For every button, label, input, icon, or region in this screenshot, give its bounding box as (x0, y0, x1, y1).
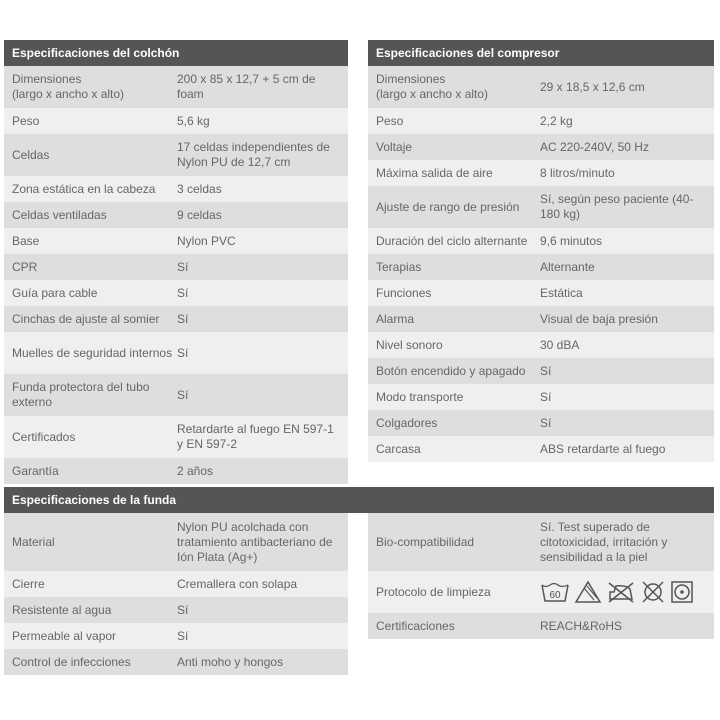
compressor-spec-label: Ajuste de rango de presión (376, 199, 520, 214)
cover-spec-value: Cremallera con solapa (177, 576, 298, 591)
cover-spec-value (540, 580, 714, 604)
mattress-spec-value: 17 celdas independientes de Nylon PU de 12,7 cm (177, 140, 330, 169)
mattress-spec-value: Nylon PVC (177, 233, 236, 248)
cover-spec-table-right (368, 513, 714, 639)
mattress-spec-row (4, 228, 348, 254)
cover-spec-label: Cierre (12, 576, 45, 591)
cover-spec-row (4, 571, 348, 597)
compressor-spec-label: Duración del ciclo alternante (376, 233, 528, 248)
mattress-spec-value: Sí (177, 345, 189, 360)
mattress-spec-value: Sí (177, 311, 189, 326)
cover-spec-value: Sí. Test superado de citotoxicidad, irritación y sensibilidad a la piel (540, 519, 668, 564)
cover-spec-label: Resistente al agua (12, 602, 112, 617)
compressor-spec-value: AC 220-240V, 50 Hz (540, 139, 649, 154)
mattress-spec-row (4, 332, 348, 374)
compressor-spec-value: 9,6 minutos (540, 233, 603, 248)
cover-spec-row (4, 649, 348, 675)
compressor-spec-label: Modo transporte (376, 389, 464, 404)
compressor-spec-label: Terapias (376, 259, 422, 274)
cover-spec-label: Material (12, 534, 55, 549)
mattress-spec-row (4, 254, 348, 280)
compressor-spec-label: Peso (376, 113, 404, 128)
mattress-spec-value: 5,6 kg (177, 113, 210, 128)
cover-spec-value: Sí (177, 602, 189, 617)
compressor-spec-row (368, 186, 714, 228)
compressor-spec-label: Voltaje (376, 139, 413, 154)
compressor-spec-row (368, 254, 714, 280)
cover-spec-row (4, 623, 348, 649)
compressor-spec-value: Sí (540, 389, 552, 404)
svg-text:60: 60 (549, 590, 561, 601)
cover-spec-value: REACH&RoHS (540, 618, 623, 633)
cover-spec-value: Sí (177, 628, 189, 643)
cover-spec-value: Nylon PU acolchada con tratamiento antibacteriano de Ión Plata (Ag+) (177, 519, 333, 564)
compressor-spec-value: ABS retardarte al fuego (540, 441, 666, 456)
compressor-spec-label: Funciones (376, 285, 432, 300)
mattress-spec-label: CPR (12, 259, 38, 274)
mattress-spec-label: Zona estática en la cabeza (12, 181, 156, 196)
mattress-spec-row (4, 458, 348, 484)
compressor-spec-row (368, 332, 714, 358)
mattress-spec-value: Sí (177, 387, 189, 402)
mattress-spec-value: 2 años (177, 463, 214, 478)
mattress-spec-value: Retardarte al fuego EN 597-1 y EN 597-2 (177, 422, 334, 451)
compressor-spec-value: 8 litros/minuto (540, 165, 615, 180)
mattress-spec-row (4, 202, 348, 228)
tumble-dry-icon (670, 580, 694, 604)
no-dry-clean-icon (640, 580, 666, 604)
compressor-spec-value: 30 dBA (540, 337, 580, 352)
compressor-spec-table (368, 40, 714, 462)
wash-60-icon (540, 580, 570, 604)
cover-spec-table-left (4, 513, 348, 675)
cover-spec-label: Bio-compatibilidad (376, 534, 475, 549)
cover-spec-label: Protocolo de limpieza (376, 584, 491, 599)
mattress-spec-label: Dimensiones (largo x ancho x alto) (12, 72, 125, 101)
cover-spec-rows-right (368, 513, 714, 639)
mattress-spec-label: Cinchas de ajuste al somier (12, 311, 160, 326)
mattress-spec-row (4, 108, 348, 134)
compressor-spec-row (368, 436, 714, 462)
compressor-spec-value: Estática (540, 285, 583, 300)
compressor-spec-label: Máxima salida de aire (376, 165, 493, 180)
cover-spec-row (368, 571, 714, 613)
mattress-spec-value: Sí (177, 259, 189, 274)
compressor-spec-value: Alternante (540, 259, 595, 274)
compressor-spec-value: 29 x 18,5 x 12,6 cm (540, 79, 645, 94)
cover-spec-value: Anti moho y hongos (177, 654, 284, 669)
mattress-spec-label: Celdas (12, 147, 50, 162)
compressor-spec-row (368, 306, 714, 332)
compressor-spec-title: Especificaciones del compresor (368, 40, 714, 66)
mattress-spec-value: 9 celdas (177, 207, 222, 222)
cover-spec-label: Certificaciones (376, 618, 455, 633)
mattress-spec-value: 3 celdas (177, 181, 222, 196)
compressor-spec-row (368, 228, 714, 254)
compressor-spec-value: Sí (540, 415, 552, 430)
mattress-spec-row (4, 416, 348, 458)
mattress-spec-row (4, 66, 348, 108)
mattress-spec-row (4, 134, 348, 176)
compressor-spec-label: Colgadores (376, 415, 438, 430)
mattress-spec-row (4, 374, 348, 416)
cover-spec-label: Control de infecciones (12, 654, 131, 669)
mattress-spec-label: Celdas ventiladas (12, 207, 107, 222)
no-iron-icon (606, 580, 636, 604)
compressor-spec-label: Nivel sonoro (376, 337, 443, 352)
compressor-spec-row (368, 134, 714, 160)
compressor-spec-value: Sí (540, 363, 552, 378)
mattress-spec-table (4, 40, 348, 484)
bleach-allowed-icon (574, 580, 602, 604)
compressor-spec-row (368, 384, 714, 410)
mattress-spec-label: Funda protectora del tubo externo (12, 380, 150, 409)
cover-spec-row (368, 513, 714, 571)
mattress-spec-value: Sí (177, 285, 189, 300)
compressor-spec-label: Dimensiones (largo x ancho x alto) (376, 72, 489, 101)
mattress-spec-value: 200 x 85 x 12,7 + 5 cm de foam (177, 72, 316, 101)
compressor-spec-row (368, 66, 714, 108)
mattress-spec-label: Guía para cable (12, 285, 98, 300)
compressor-spec-label: Botón encendido y apagado (376, 363, 526, 378)
compressor-spec-label: Alarma (376, 311, 415, 326)
compressor-spec-label: Carcasa (376, 441, 421, 456)
cover-spec-row (4, 597, 348, 623)
mattress-spec-row (4, 176, 348, 202)
compressor-spec-row (368, 410, 714, 436)
compressor-spec-row (368, 358, 714, 384)
mattress-spec-row (4, 280, 348, 306)
mattress-spec-title: Especificaciones del colchón (4, 40, 348, 66)
compressor-spec-row (368, 108, 714, 134)
mattress-spec-label: Garantía (12, 463, 59, 478)
mattress-spec-label: Peso (12, 113, 40, 128)
compressor-spec-value: Sí, según peso paciente (40-180 kg) (540, 192, 694, 221)
compressor-spec-row (368, 160, 714, 186)
mattress-spec-label: Base (12, 233, 40, 248)
mattress-spec-rows (4, 66, 348, 484)
cover-spec-title: Especificaciones de la funda (4, 487, 714, 513)
cover-spec-rows-left (4, 513, 348, 675)
mattress-spec-label: Muelles de seguridad internos (12, 345, 173, 360)
cover-spec-row (4, 513, 348, 571)
mattress-spec-row (4, 306, 348, 332)
compressor-spec-value: 2,2 kg (540, 113, 573, 128)
cover-spec-label: Permeable al vapor (12, 628, 117, 643)
cover-spec-row (368, 613, 714, 639)
compressor-spec-value: Visual de baja presión (540, 311, 658, 326)
compressor-spec-rows (368, 66, 714, 462)
mattress-spec-label: Certificados (12, 429, 76, 444)
compressor-spec-row (368, 280, 714, 306)
